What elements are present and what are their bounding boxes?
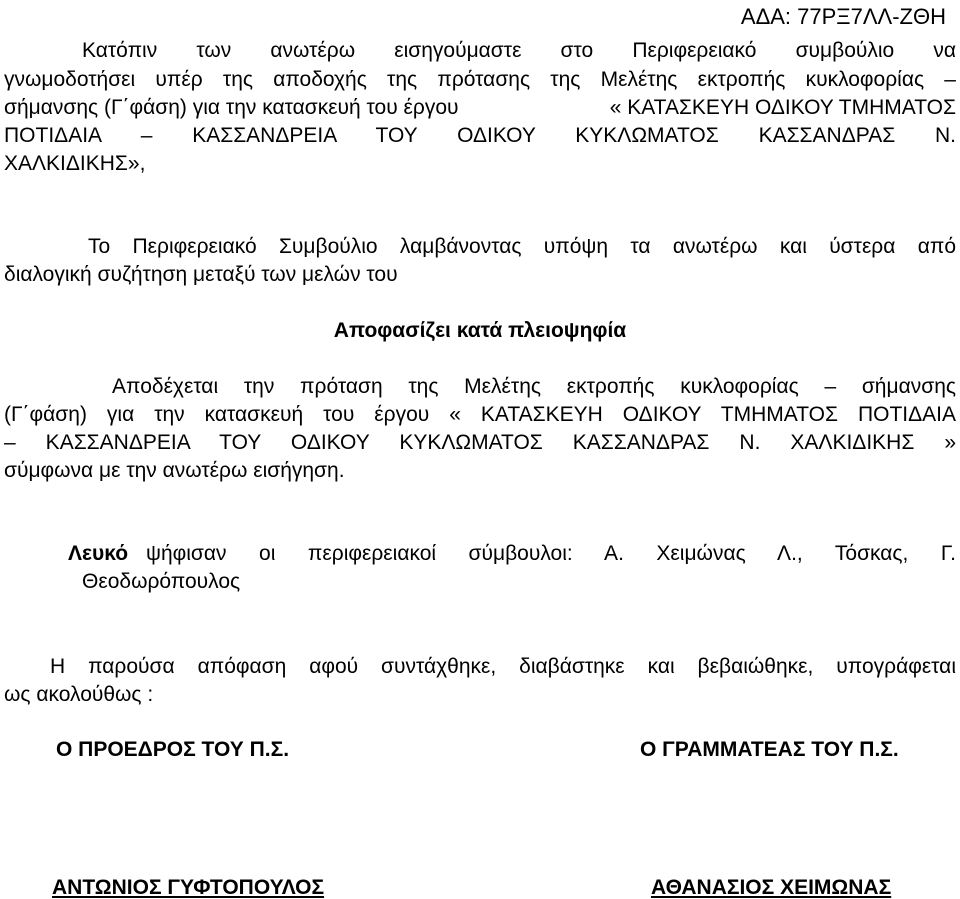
decision-line-3: – ΚΑΣΣΑΝΔΡΕΙΑ ΤΟΥ ΟΔΙΚΟΥ ΚΥΚΛΩΜΑΤΟΣ ΚΑΣΣΑΝΔΡΑΣ Ν. ΧΑΛΚΙΔΙΚΗΣ » (4, 431, 956, 454)
president-title: Ο ΠΡΟΕΔΡΟΣ ΤΟΥ Π.Σ. (56, 738, 290, 761)
intro-line-1: Κατόπιν των ανωτέρω εισηγούμαστε στο Περιφερειακό συμβούλιο να (82, 39, 956, 62)
intro-line-3-start: σήμανσης (Γ΄φάση) για την κατασκευή του έργου (4, 96, 465, 119)
vote-label: Λευκό (68, 542, 129, 565)
closing-line-2: ως ακολούθως : (4, 683, 154, 706)
decision-line-2: (Γ΄φάση) για την κατασκευή του έργου « ΚΑΤΑΣΚΕΥΗ ΟΔΙΚΟΥ ΤΜΗΜΑΤΟΣ ΠΟΤΙΔΑΙΑ (4, 403, 956, 426)
intro-line-4: ΠΟΤΙΔΑΙΑ – ΚΑΣΣΑΝΔΡΕΙΑ ΤΟΥ ΟΔΙΚΟΥ ΚΥΚΛΩΜΑΤΟΣ ΚΑΣΣΑΝΔΡΑΣ Ν. (4, 124, 956, 147)
ada-code: ΑΔΑ: 77ΡΞ7ΛΛ-ΖΘΗ (740, 4, 946, 29)
president-name: ΑΝΤΩΝΙΟΣ ΓΥΦΤΟΠΟΥΛΟΣ (52, 876, 325, 899)
intro-line-2: γνωμοδοτήσει υπέρ της αποδοχής της πρότασης της Μελέτης εκτροπής κυκλοφορίας – (4, 68, 956, 91)
vote-line-2: Θεοδωρόπουλος (82, 570, 241, 593)
secretary-name: ΑΘΑΝΑΣΙΟΣ ΧΕΙΜΩΝΑΣ (651, 876, 892, 899)
decision-line-4: σύμφωνα με την ανωτέρω εισήγηση. (4, 459, 345, 482)
secretary-title: Ο ΓΡΑΜΜΑΤΕΑΣ ΤΟΥ Π.Σ. (640, 738, 899, 761)
closing-line-1: Η παρούσα απόφαση αφού συντάχθηκε, διαβάστηκε και βεβαιώθηκε, υπογράφεται (50, 655, 956, 678)
decision-heading: Αποφασίζει κατά πλειοψηφία (333, 319, 627, 342)
vote-members: ψήφισαν οι περιφερειακοί σύμβουλοι: Α. Χειμώνας Λ., Τόσκας, Γ. (146, 542, 956, 565)
council-line-2: διαλογική συζήτηση μεταξύ των μελών του (4, 263, 398, 286)
intro-line-3 (4, 97, 956, 118)
project-title-start: « ΚΑΤΑΣΚΕΥΗ ΟΔΙΚΟΥ ΤΜΗΜΑΤΟΣ (609, 96, 956, 119)
intro-line-5: ΧΑΛΚΙΔΙΚΗΣ», (4, 152, 146, 175)
decision-line-1: Αποδέχεται την πρόταση της Μελέτης εκτροπής κυκλοφορίας – σήμανσης (112, 375, 956, 398)
council-line-1: Το Περιφερειακό Συμβούλιο λαμβάνοντας υπόψη τα ανωτέρω και ύστερα από (88, 235, 956, 258)
